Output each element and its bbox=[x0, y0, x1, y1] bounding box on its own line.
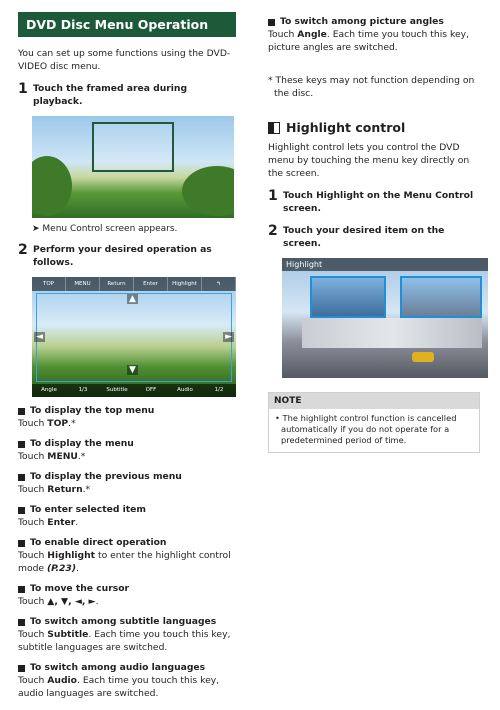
return-button[interactable]: Return bbox=[100, 277, 134, 291]
step-1 bbox=[18, 82, 236, 108]
instruction-item bbox=[18, 662, 236, 700]
item-text: .* bbox=[82, 484, 91, 495]
item-text: Touch bbox=[18, 629, 48, 640]
left-arrow-icon[interactable]: ◄ bbox=[36, 332, 43, 342]
menu-control-screenshot bbox=[32, 277, 236, 397]
instruction-item bbox=[18, 438, 236, 463]
item-heading: To switch among picture angles bbox=[280, 16, 444, 27]
item-text: . bbox=[75, 517, 79, 528]
palm-tree-image bbox=[182, 166, 234, 216]
item-heading: To move the cursor bbox=[30, 583, 130, 594]
city-skyline-image bbox=[302, 318, 482, 348]
item-text: . Each time you touch this key, subtitle languages are switched. bbox=[18, 629, 231, 653]
highlight-label: Highlight bbox=[282, 258, 488, 271]
intro-text: You can set up some functions using the DVD-VIDEO disc menu. bbox=[18, 48, 231, 72]
item-text: .* bbox=[68, 418, 76, 429]
up-arrow-icon[interactable]: ▲ bbox=[129, 294, 136, 304]
instruction-item bbox=[18, 405, 236, 430]
bullet-square-icon bbox=[18, 474, 25, 481]
key-name: ▲, ▼, ◄, ► bbox=[47, 596, 96, 607]
bullet-square-icon bbox=[268, 19, 275, 26]
instruction-item bbox=[18, 616, 236, 654]
bullet-square-icon bbox=[18, 540, 25, 547]
item-heading: To display the menu bbox=[30, 438, 134, 449]
item-text: Touch bbox=[18, 517, 48, 528]
key-name: Subtitle bbox=[47, 629, 89, 640]
note-text: • The highlight control function is cancelled automatically if you do not operate for a predetermined period of time. bbox=[275, 413, 457, 445]
step-2 bbox=[18, 243, 236, 269]
subtitle-value: OFF bbox=[145, 387, 157, 393]
menu-button[interactable]: MENU bbox=[66, 277, 100, 291]
step-text: Touch the framed area during playback. bbox=[33, 83, 188, 107]
bullet-square-icon bbox=[18, 441, 25, 448]
key-name: Return bbox=[47, 484, 83, 495]
instruction-item bbox=[18, 504, 236, 529]
step-text: Touch Highlight on the Menu Control screen. bbox=[283, 190, 474, 214]
step-result: ➤ Menu Control screen appears. bbox=[32, 224, 178, 234]
item-text: .* bbox=[77, 451, 86, 462]
key-name: Enter bbox=[47, 517, 76, 528]
footnote: * These keys may not function depending on the disc. bbox=[268, 75, 475, 99]
item-text: Touch bbox=[18, 675, 48, 686]
item-heading: To display the previous menu bbox=[30, 471, 182, 482]
subsection-heading bbox=[268, 120, 480, 135]
item-text: Touch bbox=[18, 484, 48, 495]
item-text: Touch bbox=[268, 29, 298, 40]
audio-value: 1/2 bbox=[214, 387, 224, 393]
back-icon[interactable]: ↰ bbox=[202, 277, 236, 291]
highlight-screenshot bbox=[282, 258, 488, 378]
item-text: . Each time you touch this key, picture angles are switched. bbox=[268, 29, 469, 53]
playback-screenshot bbox=[32, 116, 234, 218]
angle-button[interactable]: Angle bbox=[41, 387, 57, 393]
item-text: . Each time you touch this key, audio languages are switched. bbox=[18, 675, 220, 699]
step-number: 1 bbox=[268, 188, 278, 204]
right-arrow-icon[interactable]: ► bbox=[225, 332, 232, 342]
step-number: 2 bbox=[268, 223, 278, 239]
top-button[interactable]: TOP bbox=[32, 277, 66, 291]
subsection-intro: Highlight control lets you control the DVD menu by touching the menu key directly on the screen. bbox=[268, 142, 470, 179]
step-number: 1 bbox=[18, 81, 28, 97]
page-reference-link[interactable]: (P.23) bbox=[46, 563, 77, 574]
item-text: . bbox=[76, 563, 79, 574]
item-heading: To switch among audio languages bbox=[30, 662, 206, 673]
bullet-square-icon bbox=[18, 665, 25, 672]
subtitle-button[interactable]: Subtitle bbox=[106, 387, 128, 393]
item-text: Touch bbox=[18, 550, 48, 561]
step-2 bbox=[268, 224, 480, 250]
note-box bbox=[268, 392, 480, 453]
touch-frame-area[interactable] bbox=[92, 122, 174, 172]
enter-button[interactable]: Enter bbox=[134, 277, 168, 291]
step-number: 2 bbox=[18, 242, 28, 258]
taxi-image bbox=[412, 352, 434, 362]
section-title: DVD Disc Menu Operation bbox=[18, 12, 236, 37]
item-heading: To enable direct operation bbox=[30, 537, 167, 548]
note-title: NOTE bbox=[269, 393, 479, 409]
item-text: . bbox=[95, 596, 99, 607]
instruction-item bbox=[268, 16, 480, 54]
menu-bottom-bar bbox=[32, 384, 236, 397]
item-heading: To enter selected item bbox=[30, 504, 146, 515]
right-column bbox=[268, 12, 480, 453]
menu-top-bar bbox=[32, 277, 236, 291]
step-1 bbox=[268, 189, 480, 215]
angle-value: 1/3 bbox=[78, 387, 88, 393]
instruction-item bbox=[18, 471, 236, 496]
left-column bbox=[18, 12, 236, 700]
down-arrow-icon[interactable]: ▼ bbox=[129, 365, 136, 375]
palm-tree-image bbox=[32, 156, 72, 216]
subsection-title: Highlight control bbox=[286, 120, 406, 135]
item-text: to enter the highlight control mode bbox=[18, 550, 231, 574]
highlight-button[interactable]: Highlight bbox=[168, 277, 202, 291]
item-heading: To switch among subtitle languages bbox=[30, 616, 217, 627]
item-heading: To display the top menu bbox=[30, 405, 155, 416]
section-marker-icon bbox=[268, 122, 280, 134]
bullet-square-icon bbox=[18, 507, 25, 514]
bullet-square-icon bbox=[18, 408, 25, 415]
step-text: Perform your desired operation as follows. bbox=[33, 244, 212, 268]
key-name: MENU bbox=[47, 451, 78, 462]
highlight-menu-item[interactable] bbox=[310, 276, 386, 318]
bullet-square-icon bbox=[18, 586, 25, 593]
highlight-menu-item[interactable] bbox=[400, 276, 482, 318]
audio-button[interactable]: Audio bbox=[177, 387, 193, 393]
instruction-item bbox=[18, 537, 236, 575]
step-text: Touch your desired item on the screen. bbox=[283, 225, 445, 249]
bullet-square-icon bbox=[18, 619, 25, 626]
key-name: Highlight bbox=[47, 550, 96, 561]
key-name: TOP bbox=[47, 418, 69, 429]
item-text: Touch bbox=[18, 418, 48, 429]
instruction-item bbox=[18, 583, 236, 608]
key-name: Audio bbox=[47, 675, 77, 686]
item-text: Touch bbox=[18, 596, 48, 607]
key-name: Angle bbox=[297, 29, 327, 40]
item-text: Touch bbox=[18, 451, 48, 462]
